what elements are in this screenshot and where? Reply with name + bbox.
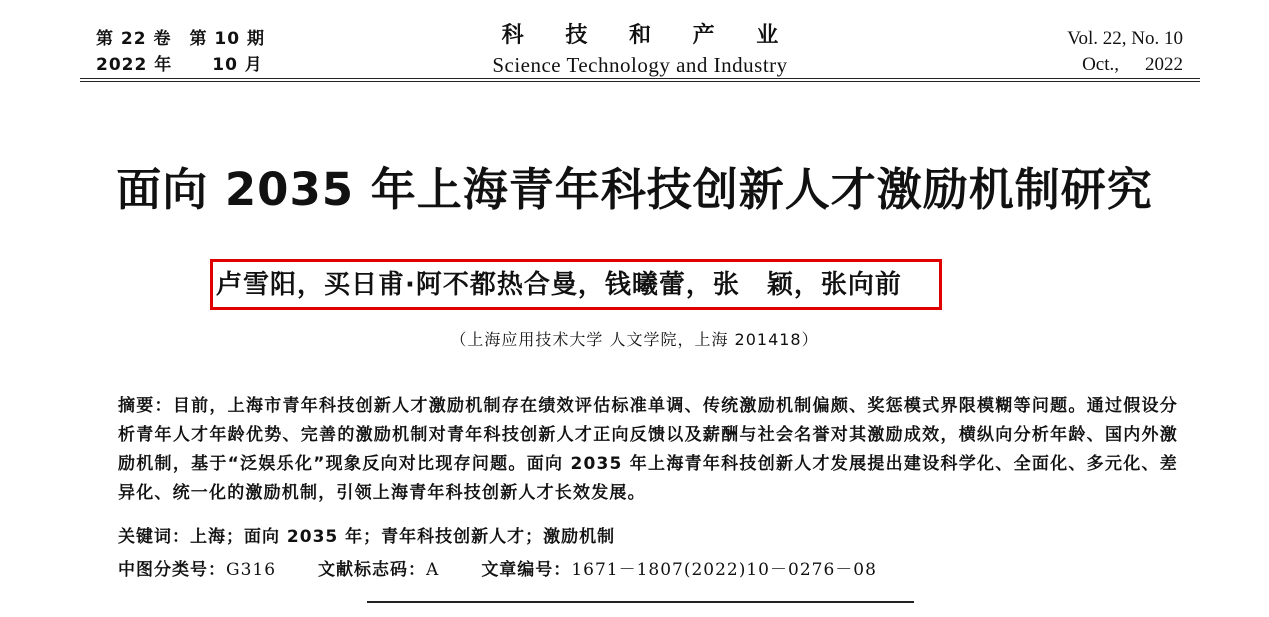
abstract-label: 摘要：: [118, 396, 173, 416]
year-label: 2022 年: [96, 55, 173, 75]
affiliation: （上海应用技术大学 人文学院，上海 201418）: [450, 330, 819, 349]
date-year-en: 2022: [1145, 54, 1183, 75]
abstract-text: 目前，上海市青年科技创新人才激励机制存在绩效评估标准单调、传统激励机制偏颇、奖惩模式界限模糊等问题。通过假设分析青年人才年龄优势、完善的激励机制对青年科技创新人才正向反馈以及薪酬与社会名誉对其激励成效，横纵向分析年龄、国内外激励机制，基于“泛娱乐化”现象反向对比现存问题。面向 2035 年上海青年科技创新人才发展提出建设科学化、全面化、多元化、差异化、统一化的激励机制，引领上海青年科技创新人才长效发展。: [118, 396, 1179, 503]
issue-info: [96, 26, 265, 78]
doc-code-value: A: [426, 560, 440, 580]
header-rule: [80, 78, 1200, 79]
authors-line: [216, 262, 902, 308]
classification-line: [118, 557, 877, 583]
article-no-label: 文章编号：: [481, 560, 572, 580]
month-label: 10 月: [212, 55, 263, 75]
article-title: 面向 2035 年上海青年科技创新人才激励机制研究: [116, 163, 1153, 216]
section-divider: [367, 601, 914, 603]
issue-info-en: [1067, 26, 1183, 78]
date-month-en: Oct.,: [1082, 54, 1119, 75]
volume-label: 第 22 卷: [96, 29, 172, 49]
keywords-value: 上海；面向 2035 年；青年科技创新人才；激励机制: [190, 527, 616, 547]
keywords-line: [118, 524, 615, 550]
authors-rest: 张向前: [820, 270, 902, 300]
vol-no-en: Vol. 22, No. 10: [1067, 28, 1183, 49]
clc-label: 中图分类号：: [118, 560, 226, 580]
header-rule-secondary: [80, 81, 1200, 82]
keywords-label: 关键词：: [118, 527, 190, 547]
issue-label: 第 10 期: [189, 29, 265, 49]
doc-code-label: 文献标志码：: [318, 560, 427, 580]
authors-highlighted: 卢雪阳，买日甫·阿不都热合曼，钱曦蕾，张 颖，: [216, 270, 821, 300]
journal-name-en: Science Technology and Industry: [492, 53, 788, 77]
abstract: [118, 392, 1178, 508]
journal-name: [435, 20, 845, 78]
article-no-value: 1671－1807(2022)10－0276－08: [571, 560, 877, 580]
clc-value: G316: [226, 560, 277, 580]
journal-name-cn: 科 技 和 产 业: [501, 23, 796, 48]
